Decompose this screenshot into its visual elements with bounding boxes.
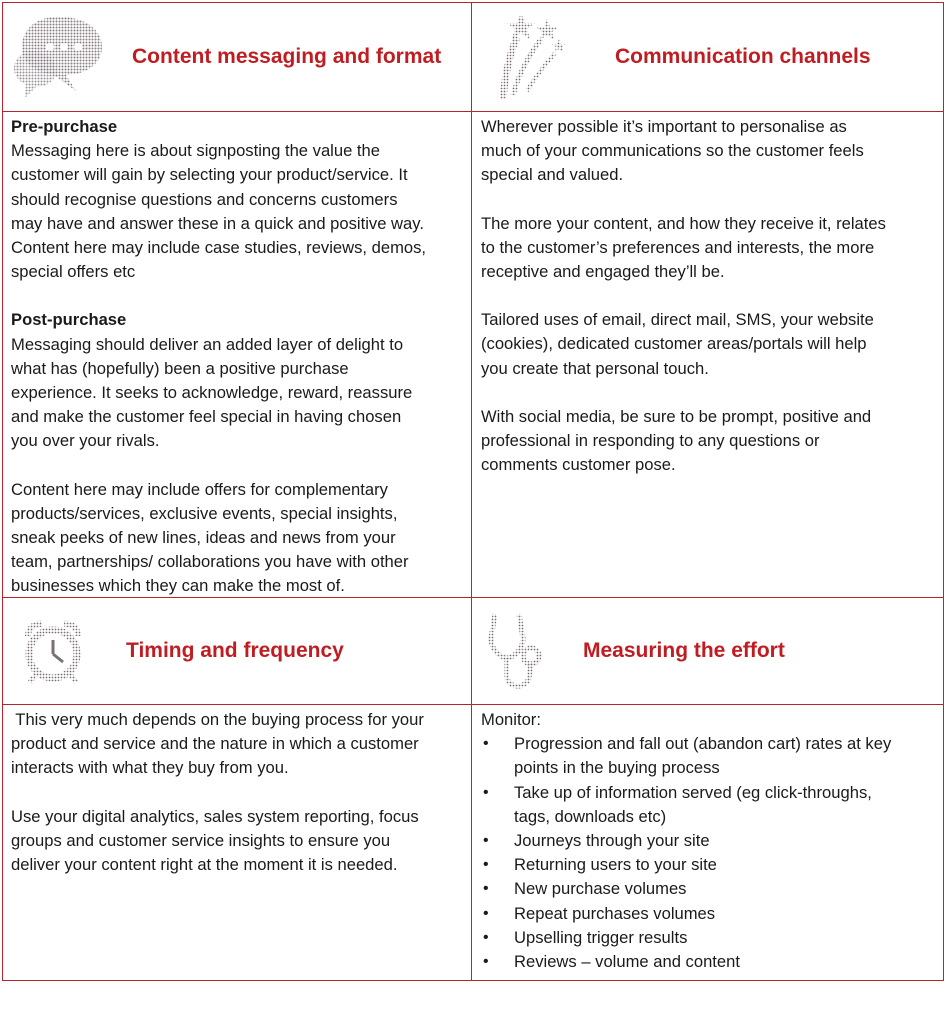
text-line: The more your content, and how they receive it, relates <box>481 213 886 233</box>
header-timing-frequency <box>4 599 470 703</box>
text-line: • Upselling trigger results <box>514 927 688 947</box>
section-title: Communication channels <box>615 45 871 68</box>
text-line: you over your rivals. <box>11 431 160 451</box>
list-item <box>481 902 941 926</box>
content-messaging-body <box>11 115 469 599</box>
timing-frequency-body <box>11 708 469 877</box>
table-border-header-2 <box>2 704 944 705</box>
text-line: deliver your content right at the moment it is needed. <box>11 855 398 875</box>
text-line: • Repeat purchases volumes <box>514 903 716 923</box>
measuring-effort-body <box>481 708 941 974</box>
communication-channels-body <box>481 115 941 477</box>
shooting-stars-icon <box>473 9 615 105</box>
list-item <box>481 732 941 780</box>
text-line: With social media, be sure to be prompt, positive and <box>481 406 872 426</box>
text-line: much of your communications so the customer feels <box>481 141 864 161</box>
list-item <box>481 781 941 829</box>
text-line: product and service and the nature in which a customer <box>11 734 419 754</box>
text-line: to the customer’s preferences and interests, the more <box>481 237 875 257</box>
text-line: tags, downloads etc) <box>514 806 667 826</box>
text-line: comments customer pose. <box>481 455 676 475</box>
table-border-right <box>943 2 944 980</box>
header-measuring-effort <box>473 599 942 703</box>
list-item <box>481 853 941 877</box>
table-border-top <box>2 2 944 3</box>
text-line: • Journeys through your site <box>514 831 710 851</box>
text-line: products/services, exclusive events, special insights, <box>11 503 398 523</box>
text-line: Tailored uses of email, direct mail, SMS, your website <box>481 310 874 330</box>
table-border-left <box>2 2 3 980</box>
text-line: • Returning users to your site <box>514 855 717 875</box>
monitor-list <box>481 732 941 974</box>
section-title: Measuring the effort <box>583 639 785 662</box>
list-item <box>481 926 941 950</box>
text-line: professional in responding to any questions or <box>481 431 820 451</box>
list-item <box>481 829 941 853</box>
monitor-intro: Monitor: <box>481 710 541 729</box>
text-line: Use your digital analytics, sales system reporting, focus <box>11 806 419 826</box>
text-line: special and valued. <box>481 165 624 185</box>
text-line: This very much depends on the buying process for your <box>11 710 424 729</box>
text-line: Messaging here is about signposting the value the <box>11 141 380 161</box>
list-item <box>481 950 941 974</box>
text-line: businesses which they can make the most of. <box>11 576 345 596</box>
table-border-header-1 <box>2 111 944 112</box>
table-border-center <box>471 2 472 980</box>
text-line: experience. It seeks to acknowledge, reward, reassure <box>11 383 413 403</box>
text-line: what has (hopefully) been a positive purchase <box>11 358 349 378</box>
section-title: Timing and frequency <box>126 639 344 662</box>
text-line: you create that personal touch. <box>481 358 709 378</box>
alarm-clock-icon <box>4 616 126 686</box>
text-line: • Take up of information served (eg click-throughs, <box>514 782 872 802</box>
text-line: and make the customer feel special in having chosen <box>11 407 402 427</box>
text-line: receptive and engaged they’ll be. <box>481 262 725 282</box>
stethoscope-icon <box>473 606 583 696</box>
text-line: points in the buying process <box>514 758 720 778</box>
section-title: Content messaging and format <box>132 45 442 68</box>
pre-purchase-heading: Pre-purchase <box>11 117 118 136</box>
list-item <box>481 877 941 901</box>
text-line: team, partnerships/ collaborations you have with other <box>11 552 409 572</box>
text-line: sneak peeks of new lines, ideas and news from your <box>11 528 396 548</box>
text-line: groups and customer service insights to ensure you <box>11 830 391 850</box>
text-line: Messaging should deliver an added layer of delight to <box>11 334 404 354</box>
text-line: Content here may include offers for complementary <box>11 479 388 499</box>
text-line: special offers etc <box>11 262 136 282</box>
text-line: • Reviews – volume and content <box>514 952 740 972</box>
text-line: interacts with what they buy from you. <box>11 758 289 778</box>
post-purchase-heading: Post-purchase <box>11 310 127 330</box>
table-border-bottom <box>2 980 944 981</box>
text-line: • Progression and fall out (abandon cart) rates at key <box>514 734 892 754</box>
text-line: should recognise questions and concerns customers <box>11 189 398 209</box>
text-line: Wherever possible it’s important to personalise as <box>481 117 847 136</box>
text-line: Content here may include case studies, reviews, demos, <box>11 238 427 258</box>
speech-bubbles-icon <box>4 11 128 103</box>
header-content-messaging <box>4 4 470 110</box>
text-line: customer will gain by selecting your product/service. It <box>11 165 408 185</box>
text-line: (cookies), dedicated customer areas/portals will help <box>481 334 867 354</box>
header-communication-channels <box>473 4 942 110</box>
text-line: may have and answer these in a quick and positive way. <box>11 213 424 233</box>
text-line: • New purchase volumes <box>514 879 687 899</box>
